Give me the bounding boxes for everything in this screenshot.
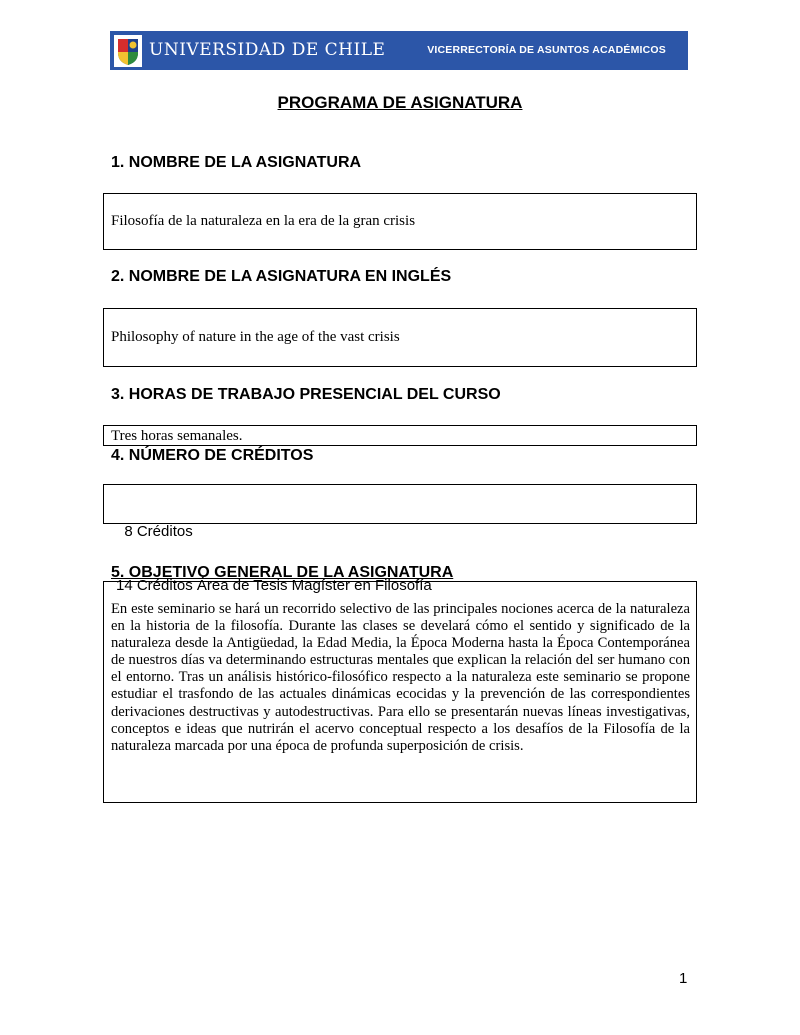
course-name-box — [103, 193, 697, 250]
section-3-heading: 3. HORAS DE TRABAJO PRESENCIAL DEL CURSO — [111, 386, 501, 403]
hours-value: Tres horas semanales. — [111, 428, 243, 444]
section-4-heading: 4. NÚMERO DE CRÉDITOS — [111, 447, 314, 464]
credits-line-2: 14 Créditos Área de Tesis Magíster en Filosofía — [116, 577, 432, 594]
university-name: UNIVERSIDAD DE CHILE — [149, 40, 386, 60]
objective-text: En este seminario se hará un recorrido selectivo de las principales nociones acerca de la naturaleza en la historia de la filosofía. Durante las clases se develará cómo el sentido y significado de la naturaleza desde la Antigüedad, la Edad Media, la Época Moderna hasta la Época Contemporánea de nuestros días va determinando estructuras mentales que explican la relación del ser humano con el entorno. Tras un análisis histórico-filosófico respecto a la naturaleza este seminario se propone estudiar el trasfondo de las actuales dinámicas ecocidas y la prevención de las correspondientes derivaciones destructivas y autodestructivas. Para ello se presentarán nuevas líneas investigativas, conceptos e ideas que nutrirán el acervo conceptual respecto a los desafíos de la Filosofía de la naturaleza marcada por una época de profunda superposición de crisis. — [111, 601, 690, 754]
section-1-heading: 1. NOMBRE DE LA ASIGNATURA — [111, 154, 362, 171]
unit-name: VICERRECTORÍA DE ASUNTOS ACADÉMICOS — [427, 44, 666, 56]
section-2-heading: 2. NOMBRE DE LA ASIGNATURA EN INGLÉS — [111, 268, 452, 285]
page-title: PROGRAMA DE ASIGNATURA — [277, 93, 523, 112]
credits-line-1: 8 Créditos — [116, 523, 193, 540]
section-5-heading: 5. OBJETIVO GENERAL DE LA ASIGNATURA — [111, 564, 454, 581]
course-name-en-value: Philosophy of nature in the age of the vast crisis — [111, 329, 400, 345]
objective-box — [103, 581, 697, 803]
course-name-en-box — [103, 308, 697, 367]
page-number: 1 — [679, 970, 688, 987]
hours-box — [103, 425, 697, 446]
header-banner — [110, 31, 688, 70]
course-name-value: Filosofía de la naturaleza en la era de la gran crisis — [111, 213, 416, 229]
university-crest-icon — [114, 35, 142, 67]
